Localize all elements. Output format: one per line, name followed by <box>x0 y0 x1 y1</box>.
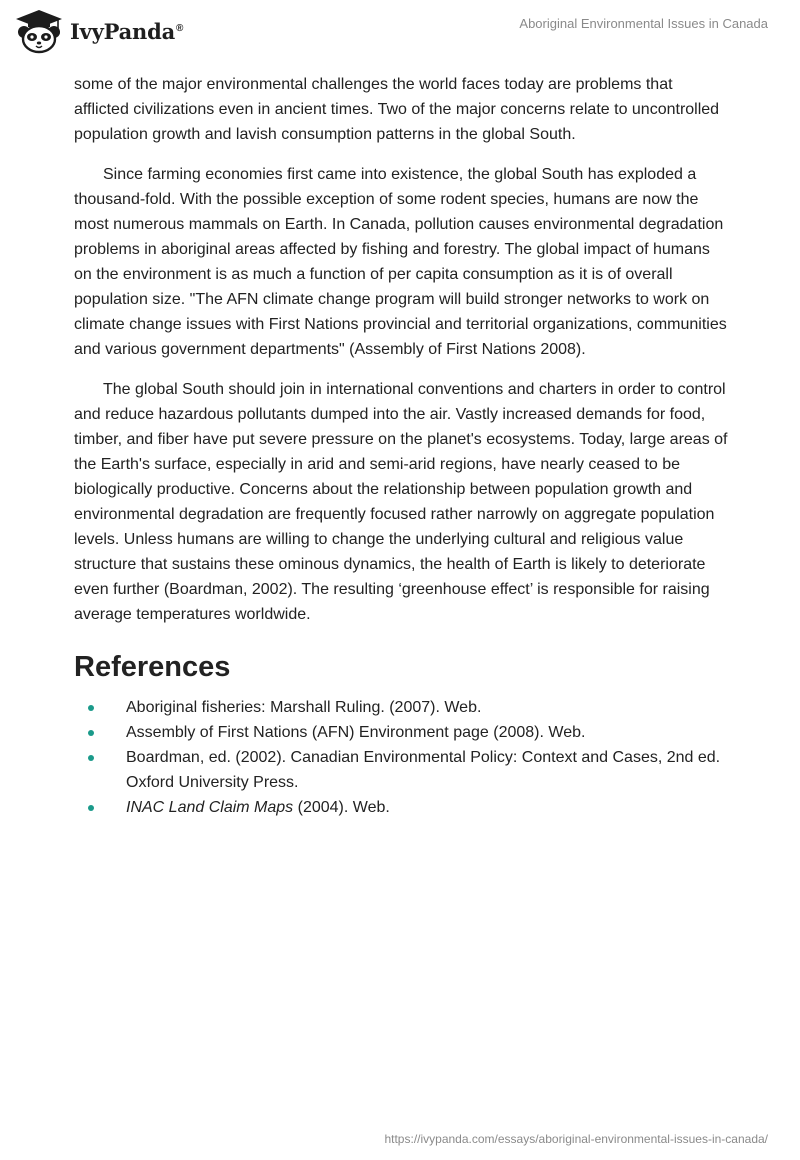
panda-graduate-icon <box>14 8 64 54</box>
reference-item <box>74 795 730 820</box>
page-header <box>0 0 800 70</box>
body-paragraph-1: some of the major environmental challenges the world faces today are problems that afflicted civilizations even in ancient times. Two of the major concerns relate to uncontrolled population growth and lavish consumption patterns in the global South. <box>74 76 720 143</box>
bullet-icon <box>88 730 94 736</box>
body-paragraph-3: The global South should join in international conventions and charters in order to control and reduce hazardous pollutants dumped into the air. Vastly increased demands for food, timber, and fiber have put severe pressure on the planet's ecosystems. Today, large areas of the Earth's surface, especially in arid and semi-arid regions, have nearly ceased to be biologically productive. Concerns about the relationship between population growth and environmental degradation are frequently focused rather narrowly on aggregate population levels. Unless humans are willing to change the underlying cultural and religious value structure that sustains these ominous dynamics, the health of Earth is likely to deteriorate even further (Boardman, 2002). The resulting ‘greenhouse effect’ is responsible for raising average temperatures worldwide. <box>74 381 728 623</box>
references-heading: References <box>74 651 231 683</box>
reference-item <box>74 695 730 720</box>
references-list <box>74 695 730 820</box>
reference-text: Boardman, ed. (2002). Canadian Environmental Policy: Context and Cases, 2nd ed. Oxford University Press. <box>126 749 721 791</box>
bullet-icon <box>88 805 94 811</box>
reference-text: Assembly of First Nations (AFN) Environment page (2008). Web. <box>126 724 586 741</box>
reference-title: INAC Land Claim Maps <box>126 799 294 816</box>
essay-content <box>74 72 730 820</box>
registered-mark: ® <box>176 22 184 34</box>
brand-name: IvyPanda® <box>70 18 184 44</box>
ivypanda-logo[interactable] <box>14 8 183 54</box>
reference-item <box>74 745 730 795</box>
reference-text: (2004). Web. <box>293 799 390 816</box>
source-url[interactable]: https://ivypanda.com/essays/aboriginal-environmental-issues-in-canada/ <box>384 1132 768 1146</box>
reference-item <box>74 720 730 745</box>
reference-text: Aboriginal fisheries: Marshall Ruling. (2007). Web. <box>126 699 482 716</box>
document-title: Aboriginal Environmental Issues in Canada <box>519 16 768 31</box>
bullet-icon <box>88 755 94 761</box>
body-paragraph-2: Since farming economies first came into existence, the global South has exploded a thousand-fold. With the possible exception of some rodent species, humans are now the most numerous mammals on Earth. In Canada, pollution causes environmental degradation problems in aboriginal areas affected by fishing and forestry. The global impact of humans on the environment is as much a function of per capita consumption as it is of overall population size. "The AFN climate change program will build stronger networks to work on climate change issues with First Nations provincial and territorial organizations, communities and various government departments" (Assembly of First Nations 2008). <box>74 166 727 358</box>
bullet-icon <box>88 705 94 711</box>
